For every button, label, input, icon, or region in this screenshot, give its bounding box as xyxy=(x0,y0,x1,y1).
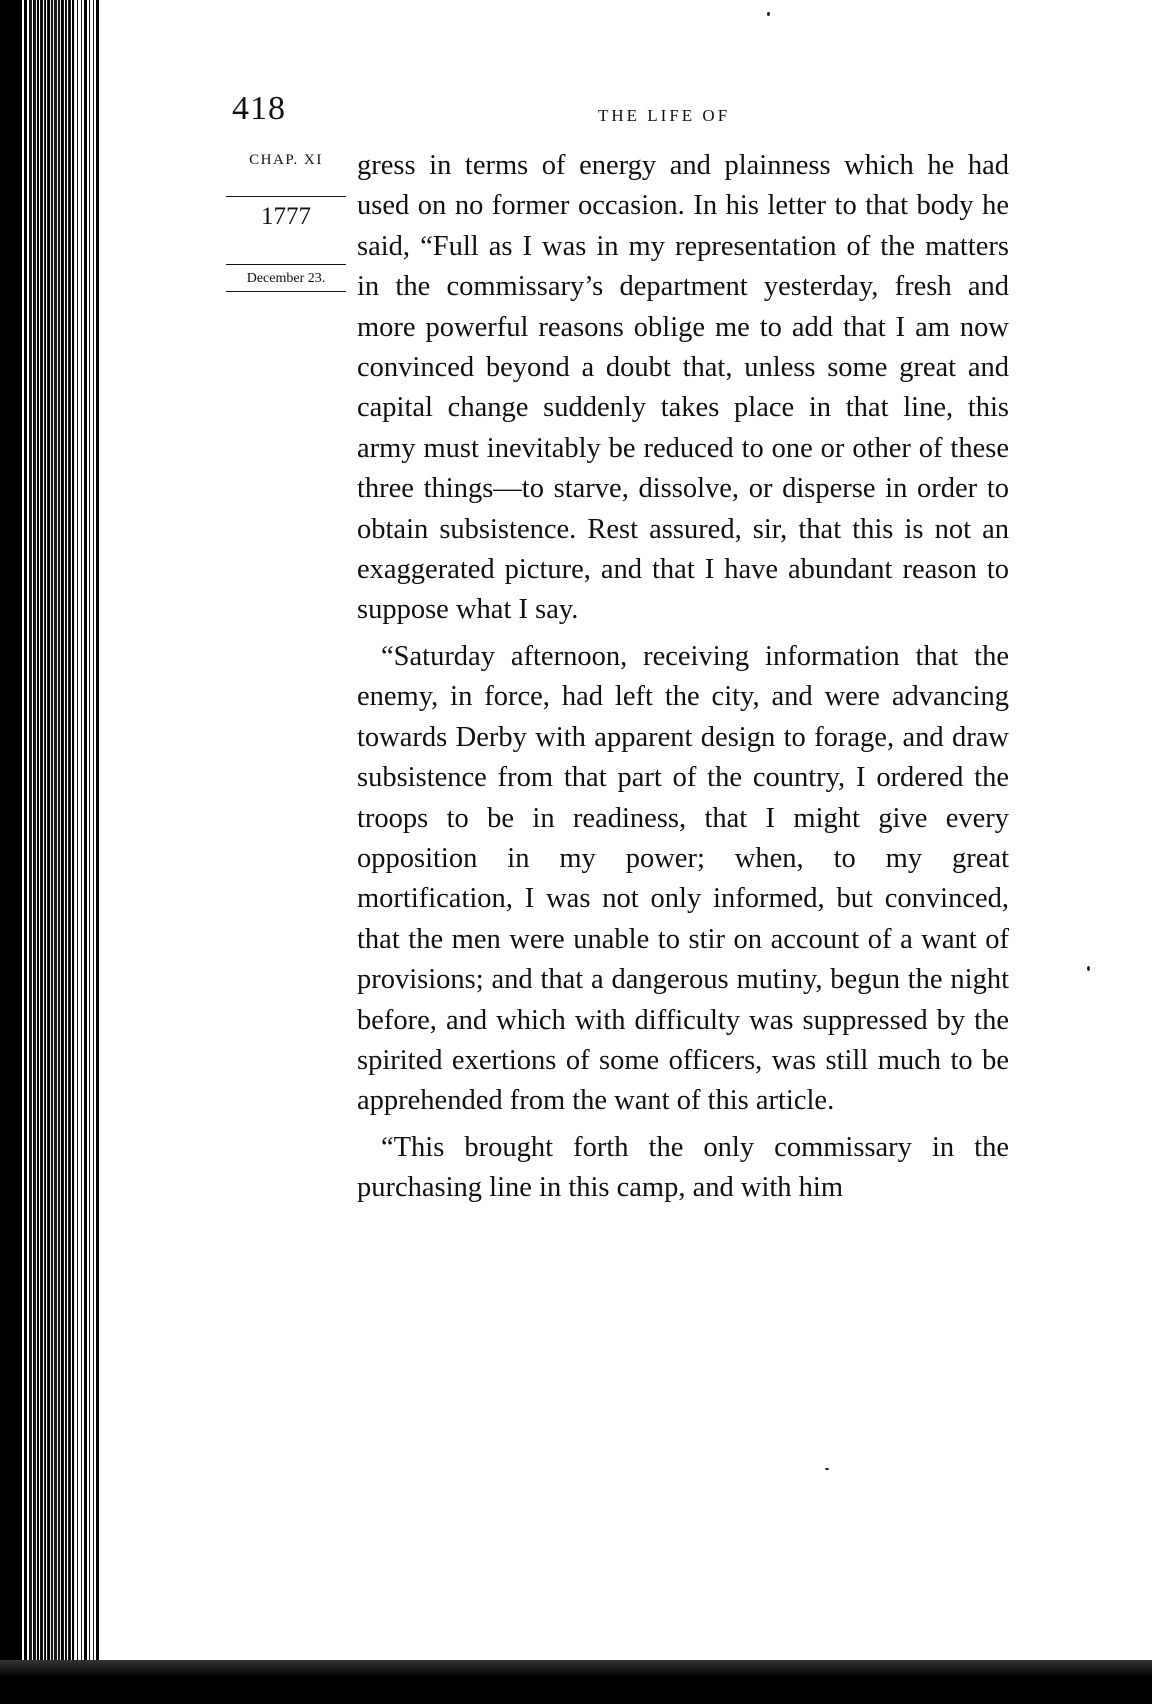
ink-speck xyxy=(825,1468,829,1470)
paragraph-1: gress in terms of energy and plainness which he had used on no former occasion. In his letter to that body he said, “Full as I was in my representation of the matters in the commissary’s department yesterday, fresh and more powerful reasons oblige me to add that I am now convinced beyond a doubt that, unless some great and capital change suddenly takes place in that line, this army must inevitably be reduced to one or other of these three things—to starve, dissolve, or disperse in order to obtain subsistence. Rest assured, sir, that this is not an exaggerated picture, and that I have abundant reason to suppose what I say. xyxy=(357,150,1009,626)
running-title: THE LIFE OF xyxy=(598,106,731,125)
margin-year: 1777 xyxy=(226,196,346,231)
binding-stripes xyxy=(30,0,75,1704)
margin-date: December 23. xyxy=(226,264,346,292)
paragraph-2: “Saturday afternoon, receiving information that the enemy, in force, had left the city, and were advancing towards Derby with apparent design to forage, and draw subsistence from that part of the country, I ordered the troops to be in readiness, that I might give every opposition in my power; when, to my great mortification, I was not only informed, but convinced, that the men were unable to stir on account of a want of provisions; and that a dangerous mutiny, begun the night before, and which with difficulty was suppressed by the spirited exertions of some officers, was still much to be apprehended from the want of this article. xyxy=(357,640,1009,1117)
page-bottom-shadow xyxy=(0,1660,1152,1704)
page-number: 418 xyxy=(232,90,286,127)
binding-shadow xyxy=(0,0,22,1704)
paragraph-3: “This brought forth the only commissary in the purchasing line in this camp, and with him xyxy=(357,1131,1009,1204)
ink-speck xyxy=(1087,966,1090,971)
margin-chapter: CHAP. XI xyxy=(249,152,323,168)
ink-speck xyxy=(767,12,770,16)
body-text xyxy=(357,146,1009,1209)
